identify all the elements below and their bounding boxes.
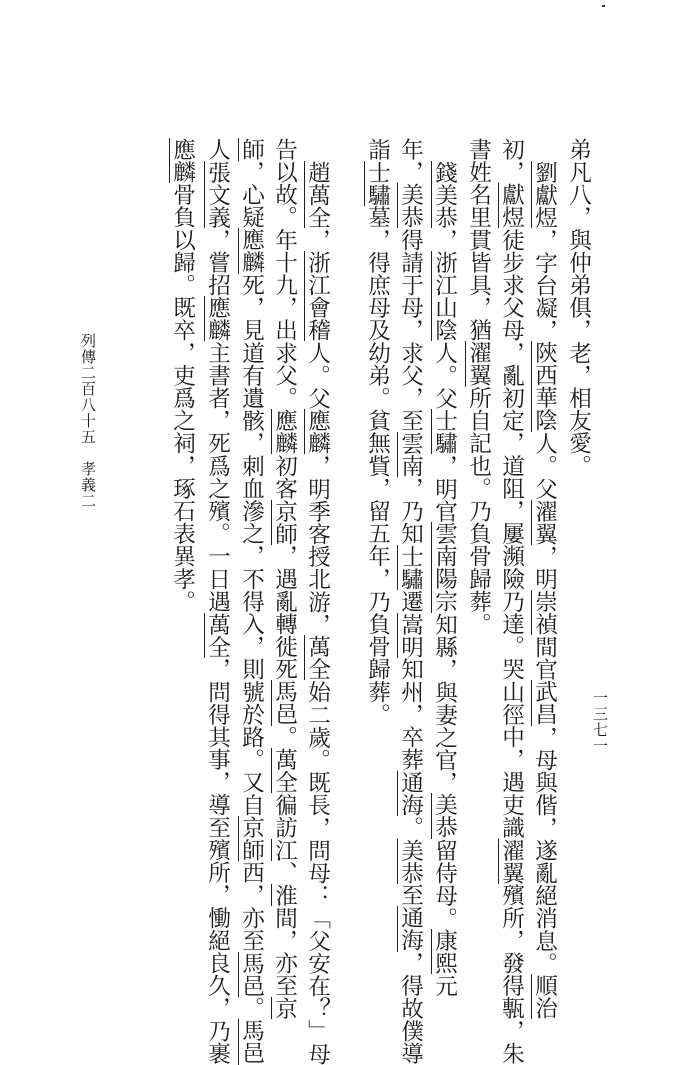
proper-noun: 濯翼 [465,341,492,387]
text-segment: ，乃知 [397,477,424,545]
proper-noun: 馬邑 [238,951,265,997]
text-segment: 初客 [271,454,298,500]
proper-noun: 通海 [397,906,424,952]
proper-noun: 順治 [531,974,558,1020]
text-column [240,138,263,1065]
text-segment: 所自記也。乃負骨歸葬。 [465,386,492,636]
text-segment: 知州，卒葬 [397,657,424,771]
text-column [500,138,523,1065]
text-column [206,138,229,1065]
proper-noun: 美恭 [397,183,424,229]
proper-noun: 雲南 [397,431,424,478]
proper-noun: 萬全 [204,612,231,658]
proper-noun: 崇禎 [531,590,558,636]
proper-noun: 浙江會稽 [304,251,331,342]
text-segment: 知縣，與妻之官， [431,612,458,794]
text-segment: 人。父 [531,431,558,500]
proper-noun: 淮 [271,883,298,907]
text-column [306,161,329,1065]
running-title: 列傳二百八十五 孝義二 [79,333,97,509]
text-segment: ， [304,228,331,252]
text-segment: ，得故僕導 [397,951,424,1065]
text-segment: 。 [238,996,265,1020]
page-number: 一三七一 [591,690,609,754]
proper-noun: 士驌 [364,160,391,206]
text-segment: 死，見道有遺骸，刺血滲之，不得入，則號於路。又自 [238,273,265,817]
text-segment: ，字台凝， [531,228,558,342]
proper-noun: 馬邑 [238,1019,265,1065]
text-segment: 墓，得庶母及幼弟。貧無貲，留五年，乃負骨歸葬。 [364,205,391,726]
text-segment: ，遇亂轉徙死 [271,544,298,681]
proper-noun: 應麟 [271,409,298,455]
proper-noun: 士驌 [431,409,458,455]
proper-noun: 雲南陽宗 [431,522,458,613]
proper-noun: 應麟 [169,138,196,184]
text-segment: 遷 [397,590,424,613]
text-segment: 西，亦至 [238,861,265,952]
text-segment: 人 [204,138,231,161]
text-segment: ， [431,228,458,252]
proper-noun: 濯翼 [531,499,558,545]
text-segment: 間官 [531,635,558,681]
text-column [533,161,556,1020]
proper-noun: 武昌 [531,680,558,726]
proper-noun: 康熙 [431,929,458,975]
scan-mark [602,5,605,7]
text-segment: 人。父 [304,341,331,410]
proper-noun: 師 [238,138,265,161]
proper-noun: 陝西華陰 [531,341,558,432]
proper-noun: 美恭 [397,838,424,884]
proper-noun: 獻煜 [498,183,525,229]
text-segment: 。 [397,816,424,839]
proper-noun: 濯翼 [498,838,525,884]
proper-noun: 江 [271,838,298,862]
text-segment: 殯所，發得甎，朱 [498,883,525,1065]
text-segment: 。 [271,725,298,749]
text-segment: ，心疑 [238,160,265,229]
proper-noun: 京師 [238,816,265,862]
proper-noun: 張文義 [204,160,231,229]
text-segment: ，問得其事，導至殯所，慟絕良久，乃裹 [204,657,231,1065]
proper-noun: 應麟 [204,296,231,342]
text-column [433,161,456,997]
text-segment: ，明官 [431,454,458,523]
text-segment: ，嘗招 [204,228,231,297]
proper-noun: 應麟 [304,409,331,455]
proper-noun: 嵩明 [397,612,424,658]
proper-noun: 馬邑 [271,680,298,726]
text-segment: 主書者，死爲之殯。一日遇 [204,341,231,613]
proper-noun: 錢美恭 [431,160,458,229]
text-segment: ，母與偕，遂亂絕消息。 [531,725,558,975]
proper-noun: 趙萬全 [304,160,331,229]
proper-noun: 萬全 [271,748,298,794]
text-segment: 年， [397,138,424,184]
proper-noun: 劉獻煜 [531,160,558,229]
proper-noun: 浙江山陰 [431,251,458,342]
text-segment: 骨負以歸。既卒，吏爲之祠，琢石表異孝。 [169,183,196,613]
proper-noun: 通海 [397,770,424,817]
proper-noun: 美恭 [431,793,458,839]
text-segment: 始二歲。既長，問母：「父安在？」母 [304,680,331,1065]
text-segment: 元 [431,974,458,997]
text-segment: 詣 [364,138,391,161]
text-segment: 告以故。年十九，出求父。 [271,138,298,410]
text-segment: ，明季客授北游， [304,454,331,636]
text-segment: 人。父 [431,341,458,410]
proper-noun: 萬全 [304,635,331,681]
proper-noun: 京師 [271,499,298,545]
proper-noun: 士驌 [397,544,424,591]
text-segment: 徧訪 [271,793,298,839]
text-column [366,138,389,726]
text-column [171,138,194,613]
text-column [567,138,590,477]
text-segment: 留侍母。 [431,838,458,930]
text-segment: ，明 [531,544,558,591]
text-segment: 書姓名里貫皆具，猶 [465,138,492,342]
text-segment: 初， [498,138,525,184]
text-column [273,138,296,1019]
text-segment: 、 [271,861,298,884]
text-segment: 弟凡八，與仲弟俱，老，相友愛。 [565,138,592,477]
text-segment: 間，亦至 [271,906,298,997]
text-segment: 得請于母，求父，至 [397,228,424,432]
proper-noun: 應麟 [238,228,265,274]
proper-noun: 京 [271,996,298,1020]
text-segment: 至 [397,883,424,907]
text-column [467,138,490,635]
text-column [399,138,422,1065]
text-segment: 徒步求父母，亂初定，道阻，屢瀕險乃達。哭山徑中，遇吏識 [498,228,525,839]
